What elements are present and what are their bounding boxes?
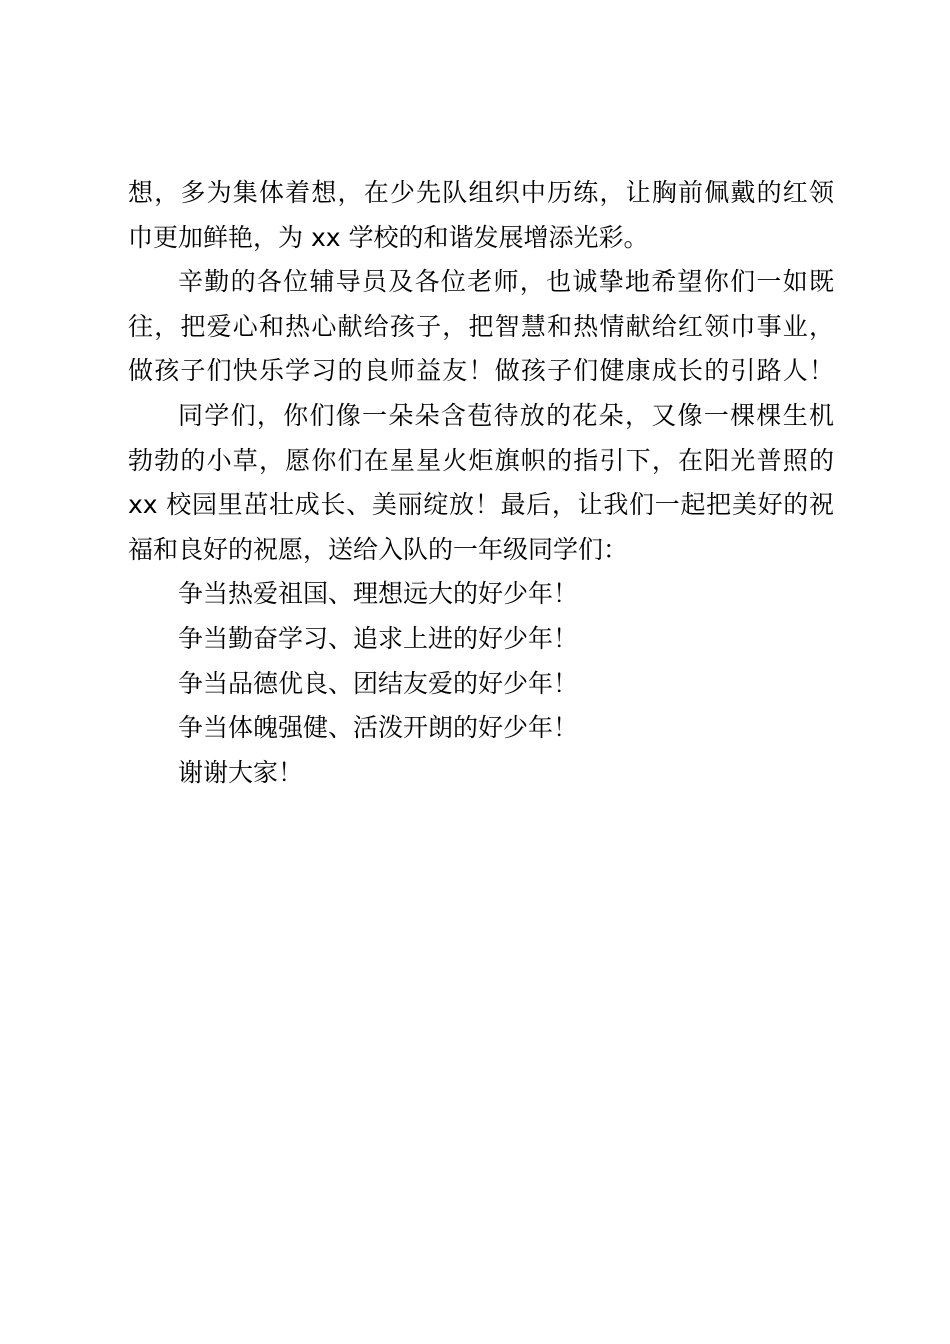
slogan-line: 争当品德优良、团结友爱的好少年！ [178, 668, 579, 698]
paragraph-line: 辛勤的各位辅导员及各位老师，也诚挚地希望你们一如既 [178, 267, 834, 297]
paragraph-line: 做孩子们快乐学习的良师益友！做孩子们健康成长的引路人！ [128, 356, 834, 386]
paragraph-line: 往，把爱心和热心献给孩子，把智慧和热情献给红领巾事业， [128, 311, 834, 341]
paragraph-line: 巾更加鲜艳，为 xx 学校的和谐发展增添光彩。 [128, 222, 649, 252]
slogan-line: 争当体魄强健、活泼开朗的好少年！ [178, 713, 579, 743]
document-body [128, 171, 834, 795]
paragraph-line: xx 校园里茁壮成长、美丽绽放！最后，让我们一起把美好的祝 [128, 490, 834, 520]
closing-line: 谢谢大家！ [178, 757, 304, 787]
paragraph-line: 福和良好的祝愿，送给入队的一年级同学们： [128, 534, 629, 564]
paragraph-line: 想，多为集体着想，在少先队组织中历练，让胸前佩戴的红领 [128, 178, 834, 207]
slogan-line: 争当热爱祖国、理想远大的好少年！ [178, 579, 579, 609]
paragraph-line: 勃勃的小草，愿你们在星星火炬旗帜的指引下，在阳光普照的 [128, 445, 834, 475]
paragraph-line: 同学们，你们像一朵朵含苞待放的花朵，又像一棵棵生机 [178, 400, 834, 430]
slogan-line: 争当勤奋学习、追求上进的好少年！ [178, 623, 579, 653]
